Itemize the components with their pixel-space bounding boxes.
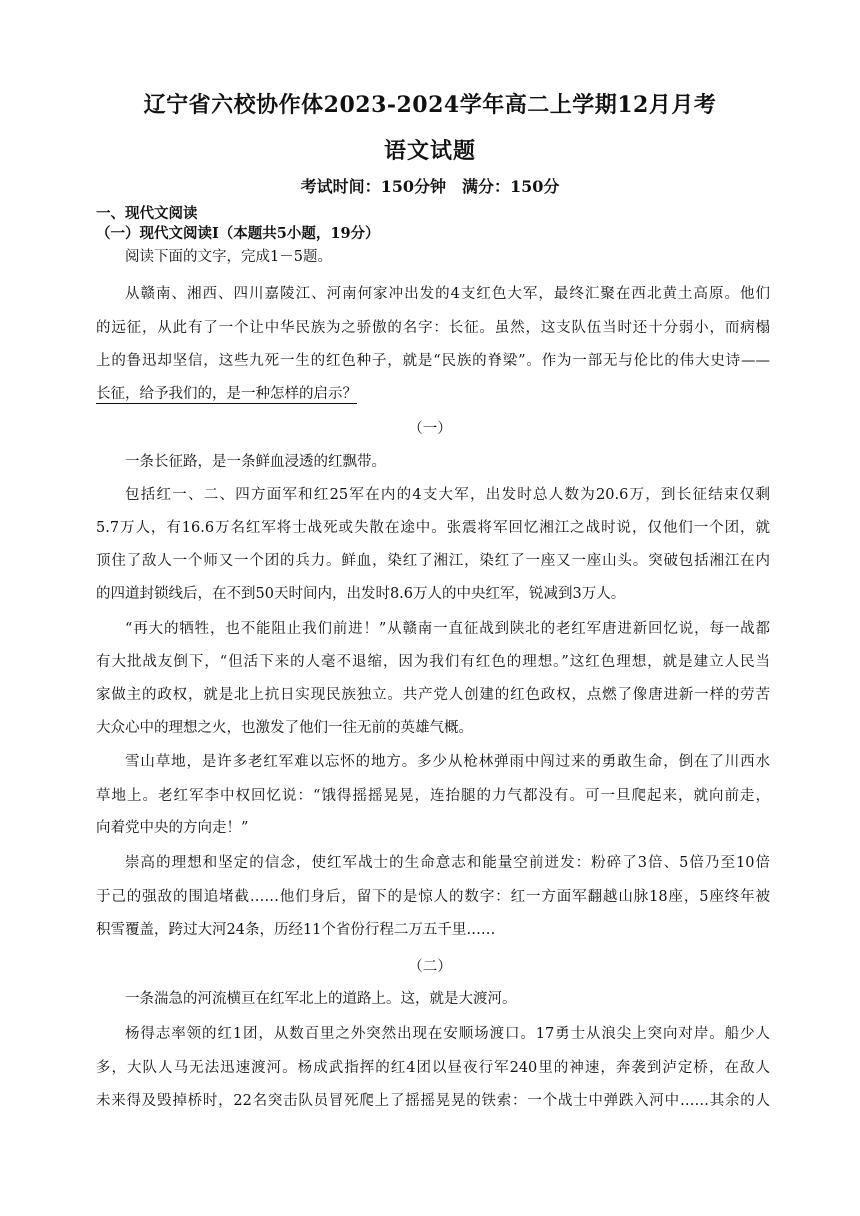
text-line: 一条长征路，是一条鲜血浸透的红飘带。 [125, 454, 386, 470]
full-score: 满分：150分 [462, 177, 560, 196]
text-line: 上的鲁迅却坚信，这些九死一生的红色种子，就是“民族的脊梁”。作为一部无与伦比的伟大史诗—— [96, 353, 770, 369]
text-line-underlined [96, 384, 770, 404]
text-line: 顶住了敌人一个师又一个团的兵力。鲜血，染红了湘江，染红了一座又一座山头。突破包括湘江在内 [96, 553, 770, 569]
exam-time: 考试时间：150分钟 [300, 177, 446, 196]
text-line: 5.7万人，有16.6万名红军将士战死或失散在途中。张震将军回忆湘江之战时说，仅他们一个团，就 [96, 520, 770, 536]
section-marker-2: （二） [408, 959, 452, 975]
text-line: 多，大队人马无法迅速渡河。杨成武指挥的红4团以昼夜行军240里的神速，奔袭到泸定桥，在敌人 [96, 1060, 770, 1076]
text-line: 未来得及毁掉桥时，22名突击队员冒死爬上了摇摇晃晃的铁索：一个战士中弹跌入河中……其余的人 [96, 1093, 770, 1109]
text-line: 的远征，从此有了一个让中华民族为之骄傲的名字：长征。虽然，这支队伍当时还十分弱小，而病榻 [96, 320, 770, 336]
subpart-heading: （一）现代文阅读Ⅰ（本题共5小题，19分） [96, 225, 380, 242]
exam-title: 辽宁省六校协作体2023-2024学年高二上学期12月月考 [143, 92, 717, 118]
text-line: 的四道封锁线后，在不到50天时间内，出发时8.6万人的中央红军，锐减到3万人。 [96, 586, 626, 602]
text-line: 有大批战友倒下，“但活下来的人毫不退缩，因为我们有红色的理想。”这红色理想，就是建立人民当 [96, 654, 770, 670]
text-line: 于己的强敌的围追堵截……他们身后，留下的是惊人的数字：红一方面军翻越山脉18座，5座终年被 [96, 889, 770, 905]
text-line: 草地上。老红军李中权回忆说：“饿得摇摇晃晃，连抬腿的力气都没有。可一旦爬起来，就向前走， [96, 788, 770, 804]
text-line: 从赣南、湘西、四川嘉陵江、河南何家冲出发的4支红色大军，最终汇聚在西北黄土高原。他们 [125, 286, 770, 302]
text-line: 向着党中央的方向走！” [96, 820, 249, 836]
text-line: “再大的牺牲，也不能阻止我们前进！”从赣南一直征战到陕北的老红军唐进新回忆说，每一战都 [125, 621, 770, 637]
text-line: 崇高的理想和坚定的信念，使红军战士的生命意志和能量空前迸发：粉碎了3倍、5倍乃至10倍 [125, 855, 770, 871]
text-line: 包括红一、二、四方面军和红25军在内的4支大军，出发时总人数为20.6万，到长征结束仅剩 [125, 487, 770, 503]
text-line: 一条湍急的河流横亘在红军北上的道路上。这，就是大渡河。 [125, 991, 517, 1007]
text-line: 大众心中的理想之火，也激发了他们一往无前的英雄气概。 [96, 720, 473, 736]
text-line: 积雪覆盖，跨过大河24条，历经11个省份行程二万五千里…… [96, 922, 496, 938]
exam-info [0, 174, 860, 197]
text-line: 杨得志率领的红1团，从数百里之外突然出现在安顺场渡口。17勇士从浪尖上突向对岸。船少人 [125, 1026, 770, 1042]
instruction: 阅读下面的文字，完成1－5题。 [125, 249, 332, 265]
exam-subtitle: 语文试题 [383, 138, 476, 164]
part-heading: 一、现代文阅读 [96, 205, 198, 222]
text-line: 雪山草地，是许多老红军难以忘怀的地方。多少从枪林弹雨中闯过来的勇敢生命，倒在了川西水 [125, 754, 770, 770]
section-marker-1: （一） [408, 421, 452, 437]
text-line: 家做主的政权，就是北上抗日实现民族独立。共产党人创建的红色政权，点燃了像唐进新一样的劳苦 [96, 687, 770, 703]
underlined-question: 长征，给予我们的，是一种怎样的启示？ [96, 386, 357, 402]
